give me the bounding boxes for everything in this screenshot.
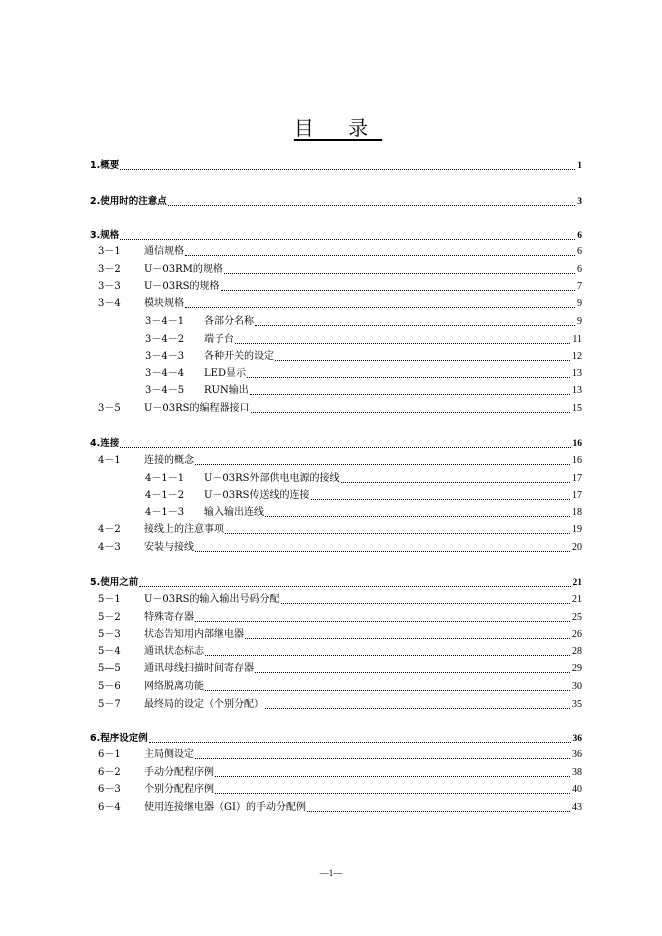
toc-leader-dots xyxy=(221,290,575,291)
page-title: 目 录 xyxy=(293,116,383,140)
toc-entry-page: 3 xyxy=(577,197,582,207)
toc-entry[interactable] xyxy=(98,402,582,416)
toc-leader-dots xyxy=(205,690,570,691)
toc-entry[interactable] xyxy=(98,280,582,294)
toc-entry-title: RUN输出 xyxy=(204,385,249,396)
toc-entry-number: 5－2 xyxy=(98,612,121,623)
toc-entry[interactable] xyxy=(145,384,582,398)
toc-leader-dots xyxy=(265,516,570,517)
toc-entry-page: 17 xyxy=(572,490,582,501)
toc-entry-number: 6－2 xyxy=(98,767,121,778)
toc-entry-page: 12 xyxy=(572,351,582,362)
toc-entry-number: 4－1－3 xyxy=(145,507,185,518)
toc-entry-title: 输入输出连线 xyxy=(204,507,264,518)
toc-leader-dots xyxy=(120,447,570,448)
toc-entry-number: 6－4 xyxy=(98,802,121,813)
toc-entry-title: 模块规格 xyxy=(144,298,184,309)
toc-entry-number: 5－3 xyxy=(98,629,121,640)
toc-entry-title: U－03RS传送线的连接 xyxy=(204,490,310,501)
toc-entry[interactable] xyxy=(145,333,582,347)
toc-entry-title: 1.概要 xyxy=(90,160,120,171)
toc-entry-page: 36 xyxy=(572,749,582,760)
toc-entry-number: 3－4－3 xyxy=(145,351,185,362)
toc-entry[interactable] xyxy=(145,350,582,364)
toc-entry-number: 4－1－2 xyxy=(145,490,185,501)
toc-leader-dots xyxy=(224,273,575,274)
toc-entry[interactable] xyxy=(98,628,582,642)
toc-entry[interactable] xyxy=(145,315,582,329)
toc-leader-dots xyxy=(225,533,570,534)
toc-entry-number: 5－1 xyxy=(98,594,121,605)
toc-entry[interactable] xyxy=(90,437,582,451)
toc-entry-title: U－03RS的输入输出号码分配 xyxy=(144,594,280,605)
toc-entry-page: 43 xyxy=(572,802,582,813)
toc-entry-number: 3－4－4 xyxy=(145,368,185,379)
toc-leader-dots xyxy=(341,482,570,483)
toc-entry-page: 20 xyxy=(572,542,582,553)
toc-entry-title: 通讯母线扫描时间寄存器 xyxy=(144,663,254,674)
toc-entry-number: 3－4 xyxy=(98,298,121,309)
toc-entry-page: 6 xyxy=(577,264,582,275)
toc-entry-title: U－03RS的编程器接口 xyxy=(144,403,250,414)
toc-entry-number: 3－4－5 xyxy=(145,385,185,396)
toc-entry-title: 3.规格 xyxy=(90,230,120,241)
toc-entry[interactable] xyxy=(98,593,582,607)
toc-entry-title: 各种开关的设定 xyxy=(204,351,274,362)
toc-leader-dots xyxy=(195,464,570,465)
toc-entry[interactable] xyxy=(98,680,582,694)
toc-entry[interactable] xyxy=(98,245,582,259)
toc-entry-page: 36 xyxy=(572,734,582,744)
toc-entry-title: 6.程序设定例 xyxy=(90,733,148,744)
toc-entry-title: U－03RS外部供电电源的接线 xyxy=(204,473,340,484)
toc-entry-title: 状态告知用内部继电器 xyxy=(144,629,244,640)
toc-entry-page: 16 xyxy=(572,439,582,449)
toc-entry[interactable] xyxy=(98,523,582,537)
toc-leader-dots xyxy=(120,239,575,240)
toc-entry-page: 26 xyxy=(572,629,582,640)
toc-entry[interactable] xyxy=(98,611,582,625)
toc-entry[interactable] xyxy=(145,472,582,486)
toc-entry-page: 9 xyxy=(577,316,582,327)
toc-entry-title: 个别分配程序例 xyxy=(144,784,214,795)
toc-entry-number: 4－2 xyxy=(98,524,121,535)
toc-entry-title: 各部分名称 xyxy=(204,316,254,327)
toc-entry-title: U－03RS的规格 xyxy=(144,281,220,292)
toc-leader-dots xyxy=(139,586,570,587)
toc-entry-number: 3－4－1 xyxy=(145,316,185,327)
toc-entry-page: 25 xyxy=(572,612,582,623)
toc-entry-number: 5－7 xyxy=(98,699,121,710)
toc-leader-dots xyxy=(120,169,575,170)
toc-entry-number: 4－1－1 xyxy=(145,473,185,484)
toc-entry-page: 15 xyxy=(572,403,582,414)
toc-entry-page: 13 xyxy=(572,385,582,396)
toc-entry-page: 40 xyxy=(572,784,582,795)
toc-entry-title: U－03RM的规格 xyxy=(144,264,223,275)
toc-entry-number: 3－4－2 xyxy=(145,334,185,345)
toc-leader-dots xyxy=(307,811,570,812)
toc-entry[interactable] xyxy=(98,766,582,780)
toc-entry[interactable] xyxy=(90,229,582,243)
toc-leader-dots xyxy=(149,742,571,743)
toc-entry-number: 5－6 xyxy=(98,681,121,692)
toc-entry-number: 3－1 xyxy=(98,246,121,257)
toc-entry[interactable] xyxy=(98,263,582,277)
toc-entry-number: 6－1 xyxy=(98,749,121,760)
toc-leader-dots xyxy=(215,793,570,794)
toc-entry[interactable] xyxy=(90,195,582,209)
toc-leader-dots xyxy=(195,758,570,759)
toc-leader-dots xyxy=(245,638,570,639)
toc-entry-title: 通信规格 xyxy=(144,246,184,257)
toc-entry-title: 最终局的设定（个别分配） xyxy=(144,699,264,710)
toc-entry-number: 3－5 xyxy=(98,403,121,414)
toc-leader-dots xyxy=(235,343,570,344)
toc-leader-dots xyxy=(185,307,575,308)
toc-entry-title: 连接的概念 xyxy=(144,455,194,466)
toc-entry-page: 17 xyxy=(572,473,582,484)
toc-leader-dots xyxy=(168,205,576,206)
toc-entry-page: 11 xyxy=(572,334,582,345)
toc-leader-dots xyxy=(205,655,570,656)
toc-entry[interactable] xyxy=(98,297,582,311)
toc-entry-title: 5.使用之前 xyxy=(90,577,139,588)
toc-entry-page: 13 xyxy=(572,368,582,379)
toc-entry[interactable] xyxy=(98,541,582,555)
toc-entry[interactable] xyxy=(98,748,582,762)
toc-leader-dots xyxy=(275,360,570,361)
toc-entry-number: 6－3 xyxy=(98,784,121,795)
toc-entry[interactable] xyxy=(98,801,582,815)
toc-entry-title: 特殊寄存器 xyxy=(144,612,194,623)
toc-entry-number: 5－4 xyxy=(98,646,121,657)
toc-entry[interactable] xyxy=(90,576,582,590)
toc-leader-dots xyxy=(255,325,575,326)
toc-entry-page: 28 xyxy=(572,646,582,657)
toc-entry-title: 4.连接 xyxy=(90,438,120,449)
toc-entry-number: 4－1 xyxy=(98,455,121,466)
toc-entry-page: 7 xyxy=(577,281,582,292)
toc-entry-page: 30 xyxy=(572,681,582,692)
toc-entry-page: 21 xyxy=(572,594,582,605)
toc-leader-dots xyxy=(195,621,570,622)
toc-leader-dots xyxy=(281,603,570,604)
toc-entry[interactable] xyxy=(90,732,582,746)
toc-entry-title: 接线上的注意事项 xyxy=(144,524,224,535)
toc-entry-title: 2.使用时的注意点 xyxy=(90,196,167,207)
toc-leader-dots xyxy=(195,551,570,552)
toc-entry-page: 29 xyxy=(572,663,582,674)
toc-entry-page: 16 xyxy=(572,455,582,466)
toc-entry-title: 端子台 xyxy=(204,334,234,345)
toc-entry[interactable] xyxy=(98,698,582,712)
toc-leader-dots xyxy=(250,394,570,395)
toc-entry-page: 1 xyxy=(577,161,582,171)
toc-entry-title: 主局侧设定 xyxy=(144,749,194,760)
toc-entry[interactable] xyxy=(98,645,582,659)
toc-entry-page: 38 xyxy=(572,767,582,778)
page-number: —1— xyxy=(319,868,343,878)
toc-leader-dots xyxy=(185,255,575,256)
toc-entry-number: 4－3 xyxy=(98,542,121,553)
toc-leader-dots xyxy=(311,499,570,500)
toc-entry-page: 35 xyxy=(572,699,582,710)
toc-entry[interactable] xyxy=(98,783,582,797)
toc-leader-dots xyxy=(251,412,570,413)
toc-leader-dots xyxy=(255,672,570,673)
toc-entry[interactable] xyxy=(98,454,582,468)
toc-entry[interactable] xyxy=(98,662,582,676)
toc-entry[interactable] xyxy=(145,367,582,381)
toc-entry[interactable] xyxy=(90,159,582,173)
toc-entry-number: 5—5 xyxy=(98,663,121,674)
toc-leader-dots xyxy=(265,708,570,709)
toc-entry-title: LED显示 xyxy=(204,368,246,379)
toc-entry-page: 18 xyxy=(572,507,582,518)
toc-entry-number: 3－3 xyxy=(98,281,121,292)
toc-entry[interactable] xyxy=(145,489,582,503)
toc-entry-title: 手动分配程序例 xyxy=(144,767,214,778)
toc-entry-title: 安装与接线 xyxy=(144,542,194,553)
toc-entry-page: 21 xyxy=(572,578,582,588)
toc-entry-title: 网络脱离功能 xyxy=(144,681,204,692)
toc-entry-title: 使用连接继电器（GI）的手动分配例 xyxy=(144,802,306,813)
toc-entry-page: 6 xyxy=(577,246,582,257)
toc-leader-dots xyxy=(247,377,570,378)
toc-entry-title: 通讯状态标志 xyxy=(144,646,204,657)
toc-leader-dots xyxy=(215,776,570,777)
toc-entry-page: 6 xyxy=(577,231,582,241)
toc-entry-page: 19 xyxy=(572,524,582,535)
toc-entry[interactable] xyxy=(145,506,582,520)
toc-entry-number: 3－2 xyxy=(98,264,121,275)
toc-entry-page: 9 xyxy=(577,298,582,309)
